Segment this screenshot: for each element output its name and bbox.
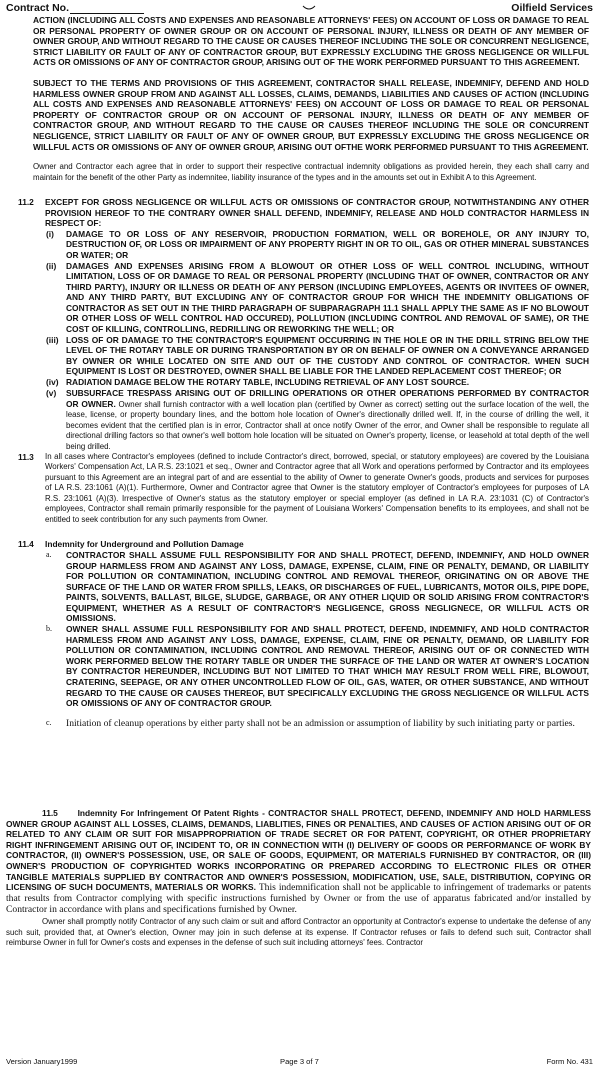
list-item: (v) SUBSURFACE TRESPASS ARISING OUT OF DRILLING OPERATIONS OR OTHER OPERATIONS PERFORMED BY CONTRACTOR OR OWNER. Owner shall furnish contractor with a well location plan (certified by Owner as correct) setting out the surface location of the well, the lease, license, or property boundary lines, and the bottom hole location of Owner's directionally drilled well. If, in the course of drilling the well, it becomes evident that the certified plan is in error, Contractor shall at once notify Owner of the error, and Owner shall be responsible to regulate all directional drilling factors so that owner's well bottom hole location will be situated on Owner's property, license, or leasehold at total depth of the well being drilled. xyxy=(46,387,589,451)
version-label: Version January1999 xyxy=(6,1057,78,1066)
section-text: Owner shall promptly notify Contractor of any such claim or suit and afford Contractor an opportunity at Contractor's expense to undertake the defense of any such suit, provided that, at Owner's election, Owner may join in such defense at its expense. If Contractor refuses or fails to defend such suit, Contractor shall reimburse Owner in full for Owner's costs and expenses in the defense of such suit including attorneys' fees. Contractor xyxy=(6,917,591,947)
company-label: Oilfield Services xyxy=(511,2,593,14)
list-item: b. OWNER SHALL ASSUME FULL RESPONSIBILITY FOR AND SHALL PROTECT, DEFEND, INDEMNIFY, AND HOLD CONTRACTOR HARMLESS FROM AND AGAINST ANY LOSS, DAMAGE, EXPENSE, CLAIM, FINE OR PENALTY, DEMAND, OR LIABILITY FOR POLLUTION OR CONTAMINATION, INCLUDING CONTROL AND REMOVAL THEREOF, ARISING OUT OF OR CONNECTED WITH WORK PERFORMED BELOW THE ROTARY TABLE OR UNDER THE SURFACE OF THE LAND OR WATER AT OWNER'S LOCATION BY CONTRACTOR HEREUNDER, INCLUDING BUT NOT LIMITED TO THAT WHICH MAY RESULT FROM WELL FIRE, BLOWOUT, CRATERING, SEEPAGE, OR ANY OTHER UNCONTROLLED FLOW OF OIL, GAS, WATER, OR OTHER SUBSTANCE, AND WITHOUT REGARD TO THE CAUSE OR CAUSES THEREOF, BUT SPECIFICALLY EXCLUDING THE GROSS NEGLIGENCE OR WILLFUL ACTS OR OMISSIONS OF ANY OF CONTRACTOR GROUP. xyxy=(46,624,589,709)
list-item: a. CONTRACTOR SHALL ASSUME FULL RESPONSIBILITY FOR AND SHALL PROTECT, DEFEND, INDEMNIFY, AND HOLD OWNER GROUP HARMLESS FROM AND AGAINST ANY LOSS, DAMAGE, EXPENSE, CLAIM, FINE OR PENALTY, DEMAND, OR LIABILITY FOR POLLUTION OR CONTAMINATION, INCLUDING CONTROL AND REMOVAL THEREOF, ORIGINATING ON OR ABOVE THE SURFACE OF THE LAND OR WATER FROM SPILLS, LEAKS, OR DISCHARGES OF FUEL, LUBRICANTS, MOTOR OILS, PIPE DOPE, PAINTS, SOLVENTS, BALLAST, BILGE, SLUDGE, GARBAGE, OR ANY OTHER LIQUID OR SOLID ARISING FROM CONTRACTOR'S EQUIPMENT, WHETHER AS A RESULT OF CONTRACTOR'S NEGLIGENCE, GROSS NEGLIGNECE, OR WILLFUL ACTS OR OMISSIONS. xyxy=(46,549,589,624)
section-heading: Indemnity for Underground and Pollution Damage xyxy=(45,538,244,549)
document-body xyxy=(18,15,589,739)
list-item: c. Initiation of cleanup operations by either party shall not be an admission or assumption of liability by such initiating party or parties. xyxy=(46,718,575,730)
page-mark xyxy=(302,5,316,11)
contract-number-blank xyxy=(70,4,144,14)
section-number: 11.3 xyxy=(18,452,34,463)
intro-paragraph-3: Owner and Contractor each agree that in order to support their respective contractual indemnity obligations as provided herein, they each shall carry and maintain for the benefit of the other Party as indemnitee, liability insurance of the types and in the amounts set out in Exhibit A to this Agreement. xyxy=(33,162,589,182)
section-text: In all cases where Contractor's employees (defined to include Contractor's direct, borrowed, special, or statutory employees) are covered by the Louisiana Workers' Compensation Act, LA R.S. 23:1021 et seq., Owner and Contractor agree that all Work and operations performed by Contractor and its employees pursuant to this Agreement are an integral part of and are essential to the ability of Owner to generate Owner's goods, products and services for purposes of LA R.S. 23:1061 (A)(1). Furthermore, Owner and Contractor agree that Owner is the statutory employer of Contractor's employees for purposes of LA R.S. 23:1061 (A)(3). Irrespective of Owner's status as the statutory employer or special employer (as defined in LA R.A. 23:1031 (C) of Contractor's employees, Contractor shall remain primarily responsible for the payment of Louisiana Workers' Compensation benefits to its employees, and shall not be entitled to seek contribution for any such payments from Owner. xyxy=(45,452,589,524)
list-item: (iv) RADIATION DAMAGE BELOW THE ROTARY TABLE, INCLUDING RETRIEVAL OF ANY LOST SOURCE. xyxy=(46,377,470,388)
intro-paragraph-2: SUBJECT TO THE TERMS AND PROVISIONS OF THIS AGREEMENT, CONTRACTOR SHALL RELEASE, INDEMNIFY, DEFEND AND HOLD HARMLESS OWNER GROUP FROM AND AGAINST ALL LOSSES, CLAIMS, DEMANDS, LIABILITIES AND CAUSES OF ACTION (INCLUDING ALL COSTS AND EXPENSES AND REASONABLE ATTORNEYS' FEES) ON ACCOUNT OF LOSS OR DAMAGE TO REAL OR PERSONAL PROPERTY OF CONTRACTOR GROUP OR ON ACCOUNT OF PERSONAL INJURY, ILLNESS OR DEATH OF ANY MEMBER OF CONTRACTOR GROUP, AND WITHOUT REGARD TO THE CAUSE OR CAUSES THEREOF INCLUDING THE SOLE OR CONCURRENT NEGLIGENCE, STRICT LIABILITY OR FAULT OF ANY OF OWNER GROUP, BUT EXPRESSLY EXCLUDING THE GROSS NEGLIGENCE OR WILLFUL ACTS OR OMISSIONS OF ANY OF OWNER GROUP, ARISING OUT OFTHE WORK PERFORMED PURSUANT TO THIS AGREEMENT. xyxy=(33,77,589,152)
list-item: (ii) DAMAGES AND EXPENSES ARISING FROM A BLOWOUT OR OTHER LOSS OF WELL CONTROL INCLUDING, WITHOUT LIMITATION, LOSS OF OR DAMAGE TO REAL OR PERSONAL PROPERTY (INCLUDING THAT OF OWNER, CONTRACTOR OR ANY THIRD PARTY), INJURY OR ILLNESS OR DEATH OF ANY PERSON (INCLUDING EMPLOYEES, AGENTS OR INVITEES OF OWNER, AND ANY THIRD PARTY, BUT EXCLUDING ANY OF CONTRACTOR GROUP FOR WHICH THE INDEMNITY OBLIGATIONS OF CONTRACTOR AS SET OUT IN THE THIRD PARAGRAPH OF SUBPARAGRAPH 11.1 SHALL APPLY THE SAME AS IF NO BLOWOUT OR OTHER LOSS OF WELL CONTROL HAD OCCURED), POLLUTION (INCLUDING CONTROL AND REMOVAL OF SAME), OR THE COST OF KILLING, CONTROLLING, REDRILLING OR REWORKING THE WELL; OR xyxy=(46,260,589,335)
intro-paragraph-1: ACTION (INCLUDING ALL COSTS AND EXPENSES AND REASONABLE ATTORNEYS' FEES) ON ACCOUNT OF LOSS OR DAMAGE TO REAL OR PERSONAL PROPERTY OF OWNER GROUP OR ON ACCOUNT OF PERSONAL INJURY, ILLNESS OR DEATH OF ANY MEMBER OF OWNER GROUP, AND WITHOUT REGARD TO THE CAUSE OR CAUSES THEREOF INCLUDING THE SOLE OR CONCURRENT NEGLIGENCE, STRICT LIABILITY OR FAULT OF ANY OF CONTRACTOR GROUP, BUT EXPRESSLY EXCLUDING THE GROSS NEGLIGENCE OR WILLFUL ACTS OR OMISSIONS OF ANY OF CONTRACTOR GROUP, ARISING OUT OF THE WORK PERFORMED PURSUANT TO THIS AGREEMENT. xyxy=(33,15,589,68)
list-item: (i) DAMAGE TO OR LOSS OF ANY RESERVOIR, PRODUCTION FORMATION, WELL OR BOREHOLE, OR ANY INJURY TO, DESTRUCTION OF, OR LOSS OR IMPAIRMENT OF ANY PROPERTY RIGHT IN OR TO OIL, GAS OR OTHER MINERAL SUBSTANCES OR WATER; OR xyxy=(46,228,589,260)
section-11-2 xyxy=(18,197,589,452)
section-number: 11.5 xyxy=(42,808,58,818)
section-11-3 xyxy=(18,452,589,525)
page-number: Page 3 of 7 xyxy=(280,1057,319,1066)
section-heading: Indemnity For Infringement Of Patent Rights - xyxy=(77,808,265,818)
section-11-5: 11.5 Indemnity For Infringement Of Patent Rights - CONTRACTOR SHALL PROTECT, DEFEND, INDEMNIFY AND HOLD HARMLESS OWNER GROUP AGAINST ALL LOSSES, CLAIMS, DEMANDS, LIABLITIES, FINES OR PENALTIES, AND CAUSES OF ACTION ARISING OUT OF OR RELATED TO ANY CLAIM OR SUIT FOR MISAPPROPRIATION OF TRADE SECRET OR FOR PATENT, COPYRIGHT, OR OTHER PROPRIETARY RIGHT INFRINGEMENT ARISING OUT OF, INCIDENT TO, OR IN CONNECTION WITH (I) DELIVERY OF GOODS OR PERFORMANCE OF WORK BY CONTRACTOR, (II) OWNER'S POSSESSION, USE, OR SALE OF GOODS, EQUIPMENT, OR MATERIALS FURNISHED BY CONTRACTOR, OR (III) OWNER'S PRODUCTION OF COPYRIGHTED WORKS INCORPORATING OR PREPARED ACCORDING TO ELECTRONIC FILES OR OTHER TANGIBLE MATERIALS SUPPLIED BY CONTRACTOR AND OWNER'S POSSESSION, MODIFICATION, USE, SALE, DISTRIBUTION, COPYING OR LICENSING OF SUCH DOCUMENTS, MATERIALS OR WORKS. This indemnification shall not be applicable to infringement of trademarks or patents that results from Contractor complying with specific instructions furnished by Owner or from the use of apparatus fabricated and/or installed by Contractor in accordance with plans and specifications furnished by Owner. Owner shall promptly notify Contractor of any such claim or suit and afford Contractor an opportunity at Contractor's expense to undertake the defense of any such suit, provided that, at Owner's election, Owner may join in such defense at its expense. If Contractor refuses or fails to defend such suit, Contractor shall reimburse Owner in full for Owner's costs and expenses in the defense of such suit including attorneys' fees. Contractor xyxy=(6,808,592,947)
list-item: (iii) LOSS OF OR DAMAGE TO THE CONTRACTOR'S EQUIPMENT OCCURRING IN THE HOLE OR IN THE DRILL STRING BELOW THE LEVEL OF THE ROTARY TABLE OR DURING TRANSPORTATION BY OR ON BEHALF OF OWNER ON A CONVEYANCE ARRANGED BY OWNER OR WHILE LOCATED ON SITE AND OUT OF THE CUSTODY AND CONTROL OF CONTRACTOR. WHEN SUCH EQUIPMENT IS LOST OR DESTROYED, OWNER SHALL BE LIABLE FOR THE LANDED REPLACEMENT COST THEREOF; OR xyxy=(46,334,589,377)
form-number: Form No. 431 xyxy=(546,1057,593,1066)
page-header xyxy=(6,2,593,16)
section-number: 11.2 xyxy=(18,196,34,207)
section-number: 11.4 xyxy=(18,538,34,549)
section-11-4 xyxy=(18,539,589,730)
section-lead: EXCEPT FOR GROSS NEGLIGENCE OR WILLFUL ACTS OR OMISSIONS OF CONTRACTOR GROUP, NOTWITHSTANDING ANY OTHER PROVISION HEREOF TO THE CONTRARY OWNER SHALL DEFEND, INDEMNIFY, RELEASE AND HOLD CONTRACTOR HARMLESS IN RESPECT OF: xyxy=(45,196,589,229)
contract-number-label: Contract No. xyxy=(6,2,144,14)
